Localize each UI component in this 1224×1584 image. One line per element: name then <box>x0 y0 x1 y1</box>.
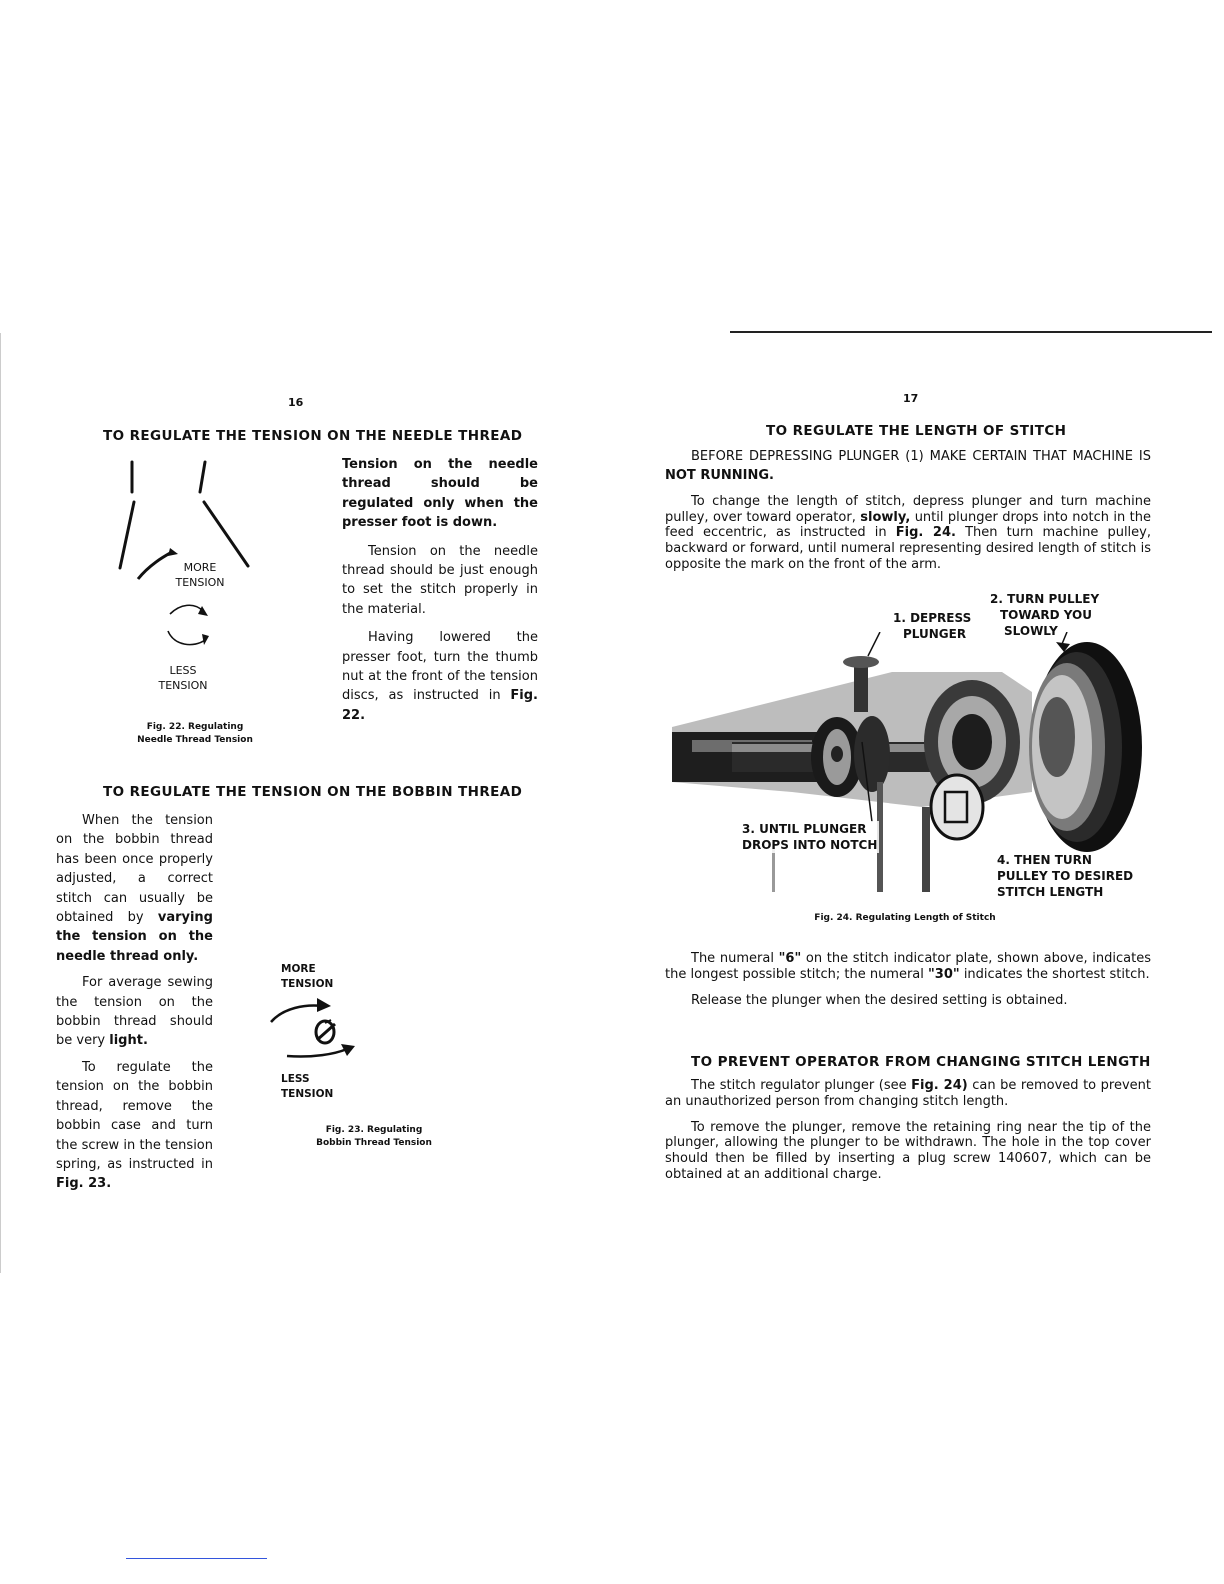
needle-para-1: Tension on the needle thread should be regulated only when the presser foot is down. <box>342 457 538 531</box>
page-edge-line <box>0 333 1 1273</box>
prevent-change-heading: TO PREVENT OPERATOR FROM CHANGING STITCH LENGTH <box>691 1054 1151 1070</box>
bobbin-para-3: To regulate the tension on the bobbin thread, remove the bobbin case and turn the screw in the tension spring, as instructed in Fig. 23. <box>56 1059 213 1192</box>
fig24-ref: Fig. 24. <box>895 525 956 541</box>
fig22-more-label: MORE TENSION <box>175 561 225 589</box>
bobbin-text-column <box>56 811 213 1194</box>
stitch-para-1: To change the length of stitch, depress plunger and turn machine pulley, over toward operator, slowly, until plunger drops into notch in the feed eccentric, as instructed in Fig. 24. Then turn machine pulley, backward or forward, until numeral representing desired length of stitch is opposite the mark on the front of the arm. <box>665 493 1151 572</box>
top-rule <box>730 331 1212 333</box>
stitch-text-bottom <box>665 951 1151 1008</box>
needle-text-column <box>342 455 538 725</box>
bobbin-tension-diagram <box>265 994 365 1069</box>
bobbin-tension-heading: TO REGULATE THE TENSION ON THE BOBBIN THREAD <box>103 784 523 800</box>
prevent-para-1: The stitch regulator plunger (see Fig. 24) can be removed to prevent an unauthorized person from changing stitch length. <box>665 1078 1151 1109</box>
fig23-caption: Fig. 23. Regulating Bobbin Thread Tension <box>316 1125 432 1148</box>
callout-turn-pulley: 2. TURN PULLEY TOWARD YOU SLOWLY <box>990 592 1100 638</box>
needle-tension-diagram <box>110 456 260 656</box>
callout-then-turn: 4. THEN TURN PULLEY TO DESIRED STITCH LENGTH <box>997 853 1134 899</box>
needle-para-2: Tension on the needle thread should be just enough to set the stitch properly in the material. <box>342 543 538 617</box>
stitch-para-3: Release the plunger when the desired setting is obtained. <box>691 992 1068 1008</box>
fig23-less-label: LESS TENSION <box>281 1073 334 1100</box>
prevent-text <box>665 1078 1151 1183</box>
stitch-length-heading: TO REGULATE THE LENGTH OF STITCH <box>766 423 1067 439</box>
bobbin-para-1: When the tension on the bobbin thread has been once properly adjusted, a correct stitch can usually be obtained by varying the tension on the needle thread only. <box>56 813 213 964</box>
needle-tension-heading: TO REGULATE THE TENSION ON THE NEEDLE THREAD <box>103 428 523 444</box>
fig22-less-label: LESS TENSION <box>158 664 208 692</box>
fig23-ref: Fig. 23. <box>56 1176 112 1192</box>
stitch-para-2: The numeral "6" on the stitch indicator plate, shown above, indicates the longest possible stitch; the numeral "30" indicates the shortest stitch. <box>665 951 1151 982</box>
prevent-para-2: To remove the plunger, remove the retaining ring near the tip of the plunger, allowing the plunger to be withdrawn. The hole in the top cover should then be filled by inserting a plug screw 140607, which can be obtained at an additional charge. <box>665 1119 1151 1182</box>
page-number-16: 16 <box>288 396 304 409</box>
page-number-17: 17 <box>903 392 919 405</box>
fig24-caption: Fig. 24. Regulating Length of Stitch <box>814 913 996 923</box>
callout-until-plunger: 3. UNTIL PLUNGER DROPS INTO NOTCH <box>742 822 878 852</box>
stitch-warning: BEFORE DEPRESSING PLUNGER (1) MAKE CERTAIN THAT MACHINE IS NOT RUNNING. <box>665 449 1151 484</box>
bottom-link-line <box>126 1558 267 1559</box>
needle-para-3: Having lowered the presser foot, turn the thumb nut at the front of the tension discs, as instructed in Fig. 22. <box>342 630 538 723</box>
stitch-text-top <box>665 447 1151 573</box>
bobbin-para-2: For average sewing the tension on the bobbin thread should be very light. <box>56 975 213 1049</box>
fig22-ref: Fig. 22. <box>342 688 538 723</box>
fig22-caption: Fig. 22. Regulating Needle Thread Tension <box>137 722 253 745</box>
fig23-more-label: MORE TENSION <box>281 963 334 990</box>
callout-depress-plunger: 1. DEPRESS PLUNGER <box>893 611 972 641</box>
